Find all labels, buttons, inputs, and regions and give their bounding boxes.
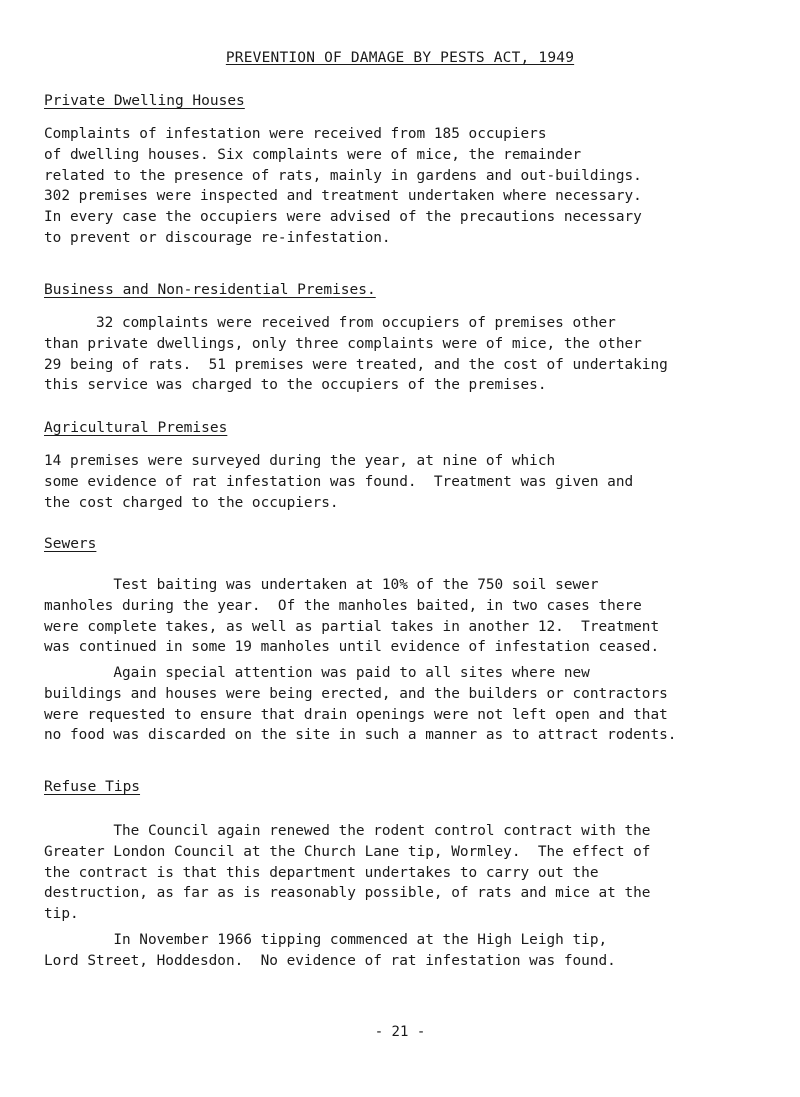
document-title — [0, 50, 800, 66]
paragraph-private-dwelling-houses: Complaints of infestation were received from 185 occupiers of dwelling houses. Six complaints were of mice, the remainder related to the presence of rats, mainly in gardens and out-buildings. 302 premises were inspected and treatment undertaken where necessary. In every case the occupiers were advised of the precautions necessary to prevent or discourage re-infestation. — [44, 126, 642, 246]
paragraph-sewers-1: Test baiting was undertaken at 10% of the 750 soil sewer manholes during the year. Of the manholes baited, in two cases there were complete takes, as well as partial takes in another 12. Treatment was continued in some 19 manholes until evidence of infestation ceased. — [44, 577, 660, 656]
heading-business-premises: Business and Non-residential Premises. — [44, 282, 376, 298]
paragraph-refuse-tips-1: The Council again renewed the rodent control contract with the Greater London Council at the Church Lane tip, Wormley. The effect of the contract is that this department undertakes to carry out the destruction, as far as is reasonably possible, of rats and mice at the tip. — [44, 823, 651, 923]
heading-refuse-tips: Refuse Tips — [44, 779, 141, 795]
heading-sewers: Sewers — [44, 536, 97, 552]
paragraph-business-premises: 32 complaints were received from occupiers of premises other than private dwellings, only three complaints were of mice, the other 29 being of rats. 51 premises were treated, and the cost of undertaking this service was charged to the occupiers of the premises. — [44, 315, 668, 394]
heading-agricultural-premises: Agricultural Premises — [44, 420, 228, 436]
heading-private-dwelling-houses: Private Dwelling Houses — [44, 93, 245, 109]
paragraph-agricultural-premises: 14 premises were surveyed during the year, at nine of which some evidence of rat infestation was found. Treatment was given and the cost charged to the occupiers. — [44, 453, 634, 511]
page-number: - 21 - — [374, 1024, 426, 1040]
paragraph-sewers-2: Again special attention was paid to all sites where new buildings and houses were being erected, and the builders or contractors were requested to ensure that drain openings were not left open and that no food was discarded on the site in such a manner as to attract rodents. — [44, 665, 677, 744]
paragraph-refuse-tips-2: In November 1966 tipping commenced at the High Leigh tip, Lord Street, Hoddesdon. No evidence of rat infestation was found. — [44, 932, 616, 969]
document-title-text: PREVENTION OF DAMAGE BY PESTS ACT, 1949 — [225, 50, 575, 66]
